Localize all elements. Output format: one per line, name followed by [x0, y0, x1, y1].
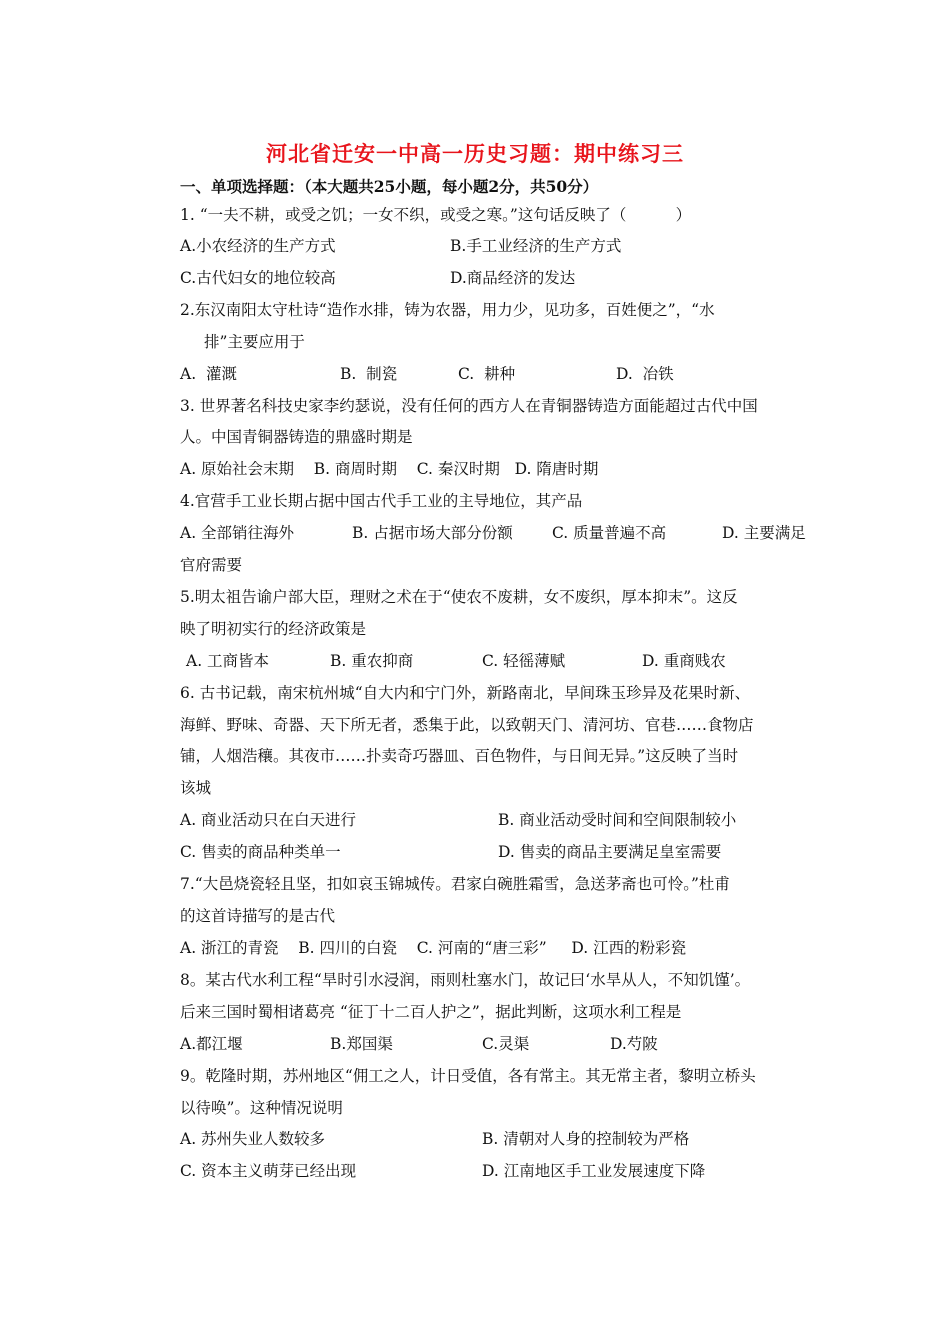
question-5-stem-cont: 映了明初实行的经济政策是 — [180, 620, 367, 638]
question-3-options: A. 原始社会末期 B. 商周时期 C. 秦汉时期 D. 隋唐时期 — [180, 460, 599, 478]
question-4-option-a: A. 全部销往海外 — [180, 524, 295, 542]
question-9-option-a: A. 苏州失业人数较多 — [180, 1130, 326, 1148]
question-1-option-b: B.手工业经济的生产方式 — [450, 237, 622, 255]
question-6-stem-line2: 海鲜、野味、奇器、天下所无者，悉集于此，以致朝天门、清河坊、官巷……食物店 — [180, 716, 754, 734]
question-4-option-d: D. 主要满足 — [722, 524, 806, 542]
question-8-stem-cont: 后来三国时蜀相诸葛亮 “征丁十二百人护之”，据此判断，这项水利工程是 — [180, 1003, 682, 1021]
question-8-option-b: B.郑国渠 — [330, 1035, 393, 1053]
question-8-option-a: A.都江堰 — [180, 1035, 243, 1053]
question-6-option-a: A. 商业活动只在白天进行 — [180, 811, 357, 829]
question-1-option-c: C.古代妇女的地位较高 — [180, 269, 336, 287]
question-4-option-d-cont: 官府需要 — [180, 556, 243, 574]
question-9-stem: 9。乾隆时期，苏州地区“佣工之人，计日受值，各有常主。其无常主者，黎明立桥头 — [180, 1067, 756, 1085]
question-5-option-c: C. 轻徭薄赋 — [482, 652, 566, 670]
question-6-option-b: B. 商业活动受时间和空间限制较小 — [498, 811, 737, 829]
question-4-option-b: B. 占据市场大部分份额 — [352, 524, 513, 542]
question-2-option-a: A. 灌溉 — [180, 365, 237, 383]
question-1-option-a: A.小农经济的生产方式 — [180, 237, 336, 255]
question-7-options: A. 浙江的青瓷 B. 四川的白瓷 C. 河南的“唐三彩” D. 江西的粉彩瓷 — [180, 939, 687, 957]
question-9-stem-cont: 以待唤”。这种情况说明 — [180, 1099, 343, 1117]
question-5-stem: 5.明太祖告谕户部大臣，理财之术在于“使农不废耕，女不废织，厚本抑末”。这反 — [180, 588, 738, 606]
question-8-stem: 8。某古代水利工程“旱时引水浸润，雨则杜塞水门，故记曰‘水旱从人，不知饥馑’。 — [180, 971, 751, 989]
question-4-option-c: C. 质量普遍不高 — [552, 524, 667, 542]
question-1-stem: 1. “一夫不耕，或受之饥；一女不织，或受之寒。”这句话反映了（ ） — [180, 206, 692, 224]
question-6-stem: 6. 古书记载，南宋杭州城“自大内和宁门外，新路南北，早间珠玉珍异及花果时新、 — [180, 684, 751, 702]
question-2-option-b: B. 制瓷 — [340, 365, 398, 383]
question-2-option-c: C. 耕种 — [458, 365, 516, 383]
question-5-option-b: B. 重农抑商 — [330, 652, 414, 670]
question-6-stem-line4: 该城 — [180, 779, 212, 797]
question-9-option-d: D. 江南地区手工业发展速度下降 — [482, 1162, 706, 1180]
question-3-stem-cont: 人。中国青铜器铸造的鼎盛时期是 — [180, 428, 413, 446]
question-2-stem-cont: 排”主要应用于 — [204, 333, 305, 351]
question-5-option-d: D. 重商贱农 — [642, 652, 726, 670]
question-2-option-d: D. 冶铁 — [616, 365, 674, 383]
question-8-option-c: C.灵渠 — [482, 1035, 530, 1053]
question-3-stem: 3. 世界著名科技史家李约瑟说，没有任何的西方人在青铜器铸造方面能超过古代中国 — [180, 397, 758, 415]
question-9-option-b: B. 清朝对人身的控制较为严格 — [482, 1130, 690, 1148]
question-9-option-c: C. 资本主义萌芽已经出现 — [180, 1162, 357, 1180]
section-heading: 一、单项选择题：（本大题共25小题，每小题2分，共50分） — [180, 177, 599, 196]
question-5-option-a: A. 工商皆本 — [186, 652, 270, 670]
question-2-stem: 2.东汉南阳太守杜诗“造作水排，铸为农器，用力少，见功多，百姓便之”，“水 — [180, 301, 715, 319]
question-7-stem-cont: 的这首诗描写的是古代 — [180, 907, 336, 925]
document-title: 河北省迁安一中高一历史习题：期中练习三 — [266, 141, 684, 166]
question-4-stem: 4.官营手工业长期占据中国古代手工业的主导地位，其产品 — [180, 492, 583, 510]
question-1-option-d: D.商品经济的发达 — [450, 269, 576, 287]
question-8-option-d: D.芍陂 — [610, 1035, 658, 1053]
question-6-option-d: D. 售卖的商品主要满足皇室需要 — [498, 843, 722, 861]
question-7-stem: 7.“大邑烧瓷轻且坚，扣如哀玉锦城传。君家白碗胜霜雪，急送茅斋也可怜。”杜甫 — [180, 875, 730, 893]
question-6-stem-line3: 铺，人烟浩穰。其夜市……扑卖奇巧器皿、百色物件，与日间无异。”这反映了当时 — [180, 747, 739, 765]
question-6-option-c: C. 售卖的商品种类单一 — [180, 843, 341, 861]
